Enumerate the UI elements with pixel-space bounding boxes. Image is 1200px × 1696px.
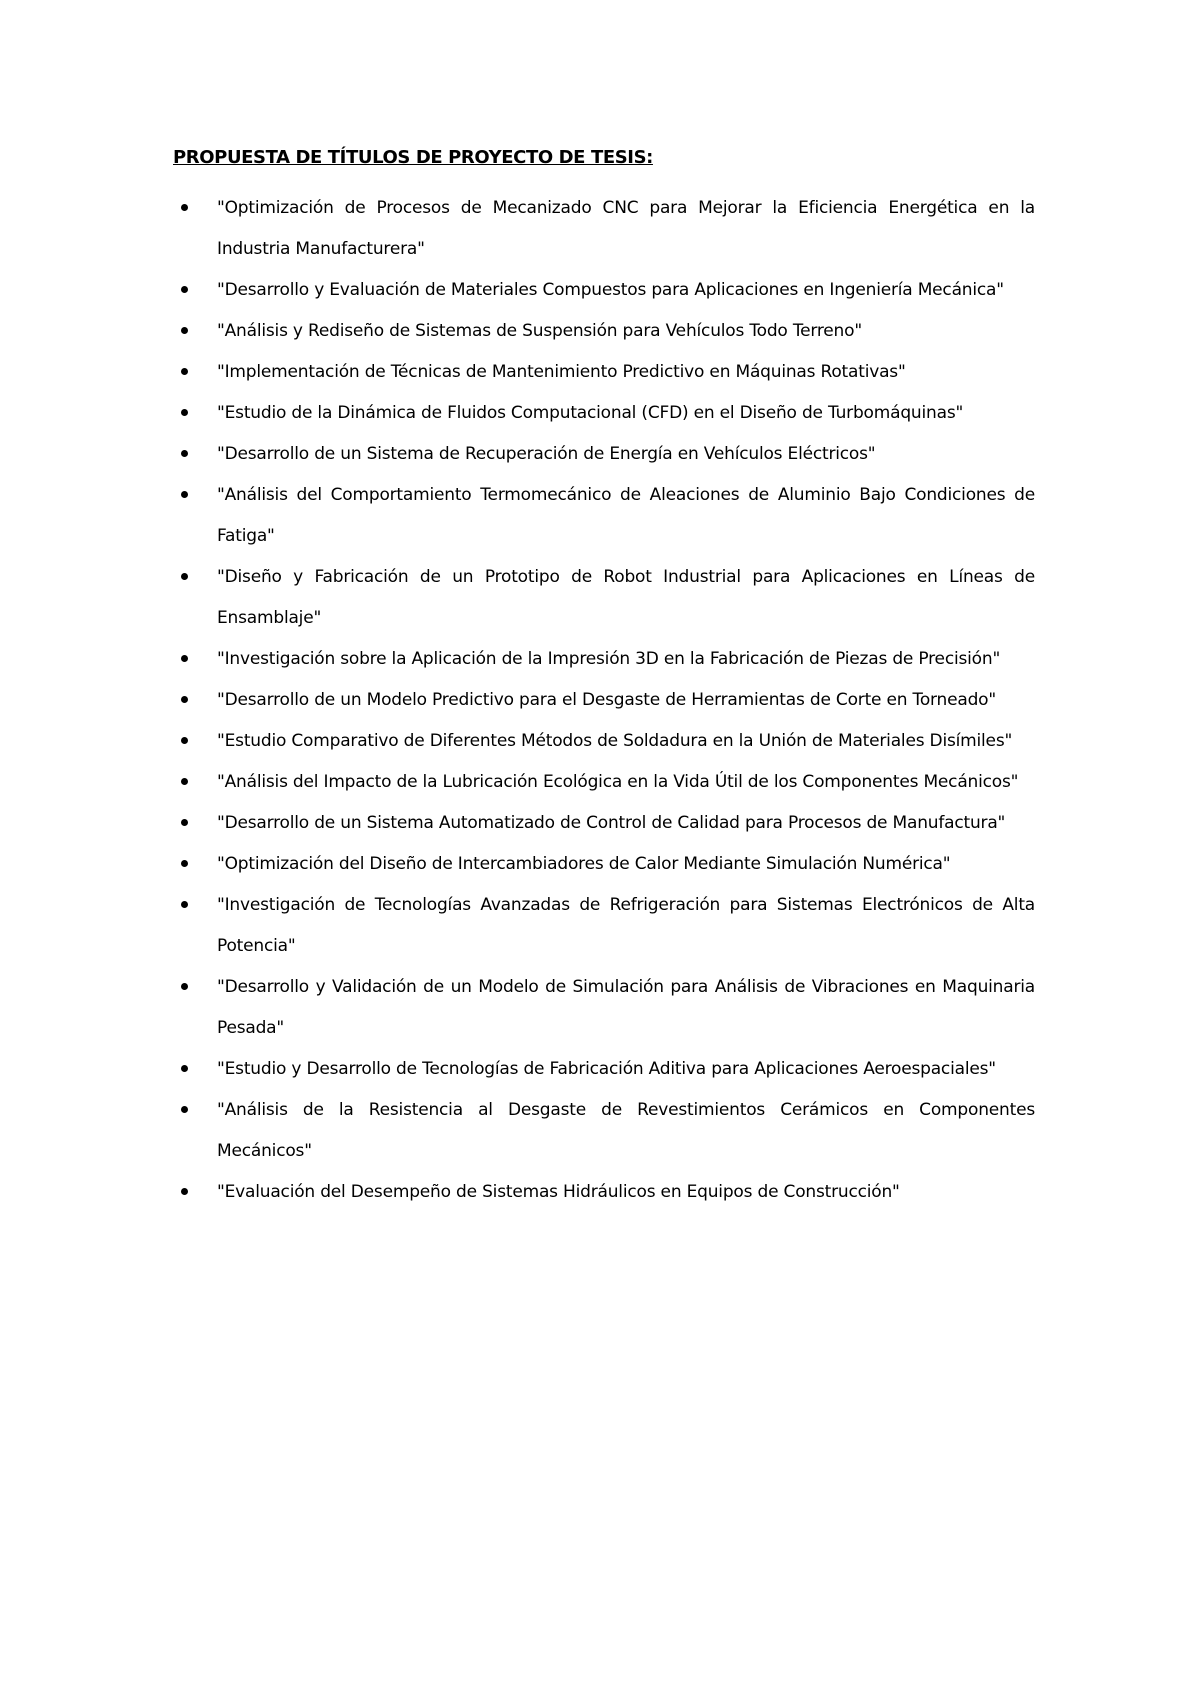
- bullet-icon: [181, 639, 191, 680]
- bullet-icon: [181, 475, 191, 516]
- list-item: [173, 188, 1035, 270]
- list-item-text: "Investigación de Tecnologías Avanzadas de Refrigeración para Sistemas Electrónicos de Alta Potencia": [217, 895, 1035, 956]
- list-item: [173, 803, 1035, 844]
- bullet-icon: [181, 434, 191, 475]
- list-item: [173, 434, 1035, 475]
- list-item: [173, 885, 1035, 967]
- bullet-icon: [181, 967, 191, 1008]
- bullet-icon: [181, 270, 191, 311]
- bullet-icon: [181, 1090, 191, 1131]
- list-item: [173, 1049, 1035, 1090]
- list-item-text: "Análisis de la Resistencia al Desgaste de Revestimientos Cerámicos en Componentes Mecánicos": [217, 1100, 1035, 1161]
- bullet-icon: [181, 762, 191, 803]
- list-item-text: "Desarrollo y Evaluación de Materiales Compuestos para Aplicaciones en Ingeniería Mecánica": [217, 280, 1004, 300]
- bullet-icon: [181, 188, 191, 229]
- list-item: [173, 844, 1035, 885]
- list-item-text: "Estudio y Desarrollo de Tecnologías de Fabricación Aditiva para Aplicaciones Aeroespaciales": [217, 1059, 996, 1079]
- list-item-text: "Desarrollo de un Modelo Predictivo para el Desgaste de Herramientas de Corte en Torneado": [217, 690, 996, 710]
- bullet-icon: [181, 1049, 191, 1090]
- bullet-icon: [181, 311, 191, 352]
- list-item-text: "Optimización del Diseño de Intercambiadores de Calor Mediante Simulación Numérica": [217, 854, 951, 874]
- bullet-icon: [181, 844, 191, 885]
- bullet-icon: [181, 885, 191, 926]
- bullet-icon: [181, 803, 191, 844]
- list-item: [173, 1090, 1035, 1172]
- list-item: [173, 393, 1035, 434]
- bullet-icon: [181, 680, 191, 721]
- bullet-icon: [181, 352, 191, 393]
- list-item-text: "Desarrollo y Validación de un Modelo de Simulación para Análisis de Vibraciones en Maquinaria Pesada": [217, 977, 1035, 1038]
- list-item: [173, 270, 1035, 311]
- bullet-icon: [181, 1172, 191, 1213]
- thesis-title-list: [173, 188, 1035, 1213]
- list-item-text: "Estudio Comparativo de Diferentes Métodos de Soldadura en la Unión de Materiales Disímiles": [217, 731, 1013, 751]
- list-item: [173, 311, 1035, 352]
- list-item-text: "Evaluación del Desempeño de Sistemas Hidráulicos en Equipos de Construcción": [217, 1182, 900, 1202]
- list-item-text: "Desarrollo de un Sistema Automatizado de Control de Calidad para Procesos de Manufactura": [217, 813, 1006, 833]
- bullet-icon: [181, 721, 191, 762]
- bullet-icon: [181, 393, 191, 434]
- list-item: [173, 475, 1035, 557]
- list-item: [173, 1172, 1035, 1213]
- list-item: [173, 721, 1035, 762]
- list-item-text: "Desarrollo de un Sistema de Recuperación de Energía en Vehículos Eléctricos": [217, 444, 876, 464]
- list-item: [173, 680, 1035, 721]
- list-item-text: "Implementación de Técnicas de Mantenimiento Predictivo en Máquinas Rotativas": [217, 362, 906, 382]
- list-item: [173, 967, 1035, 1049]
- list-item: [173, 352, 1035, 393]
- list-item-text: "Análisis del Impacto de la Lubricación Ecológica en la Vida Útil de los Componentes Mecánicos": [217, 772, 1019, 792]
- document-title: PROPUESTA DE TÍTULOS DE PROYECTO DE TESIS:: [173, 147, 653, 168]
- bullet-icon: [181, 557, 191, 598]
- list-item: [173, 557, 1035, 639]
- list-item-text: "Análisis del Comportamiento Termomecánico de Aleaciones de Aluminio Bajo Condiciones de Fatiga": [217, 485, 1035, 546]
- list-item-text: "Optimización de Procesos de Mecanizado CNC para Mejorar la Eficiencia Energética en la Industria Manufacturera": [217, 198, 1035, 259]
- list-item-text: "Estudio de la Dinámica de Fluidos Computacional (CFD) en el Diseño de Turbomáquinas": [217, 403, 964, 423]
- list-item-text: "Investigación sobre la Aplicación de la Impresión 3D en la Fabricación de Piezas de Precisión": [217, 649, 1001, 669]
- list-item: [173, 639, 1035, 680]
- list-item-text: "Análisis y Rediseño de Sistemas de Suspensión para Vehículos Todo Terreno": [217, 321, 862, 341]
- list-item-text: "Diseño y Fabricación de un Prototipo de Robot Industrial para Aplicaciones en Líneas de Ensamblaje": [217, 567, 1035, 628]
- list-item: [173, 762, 1035, 803]
